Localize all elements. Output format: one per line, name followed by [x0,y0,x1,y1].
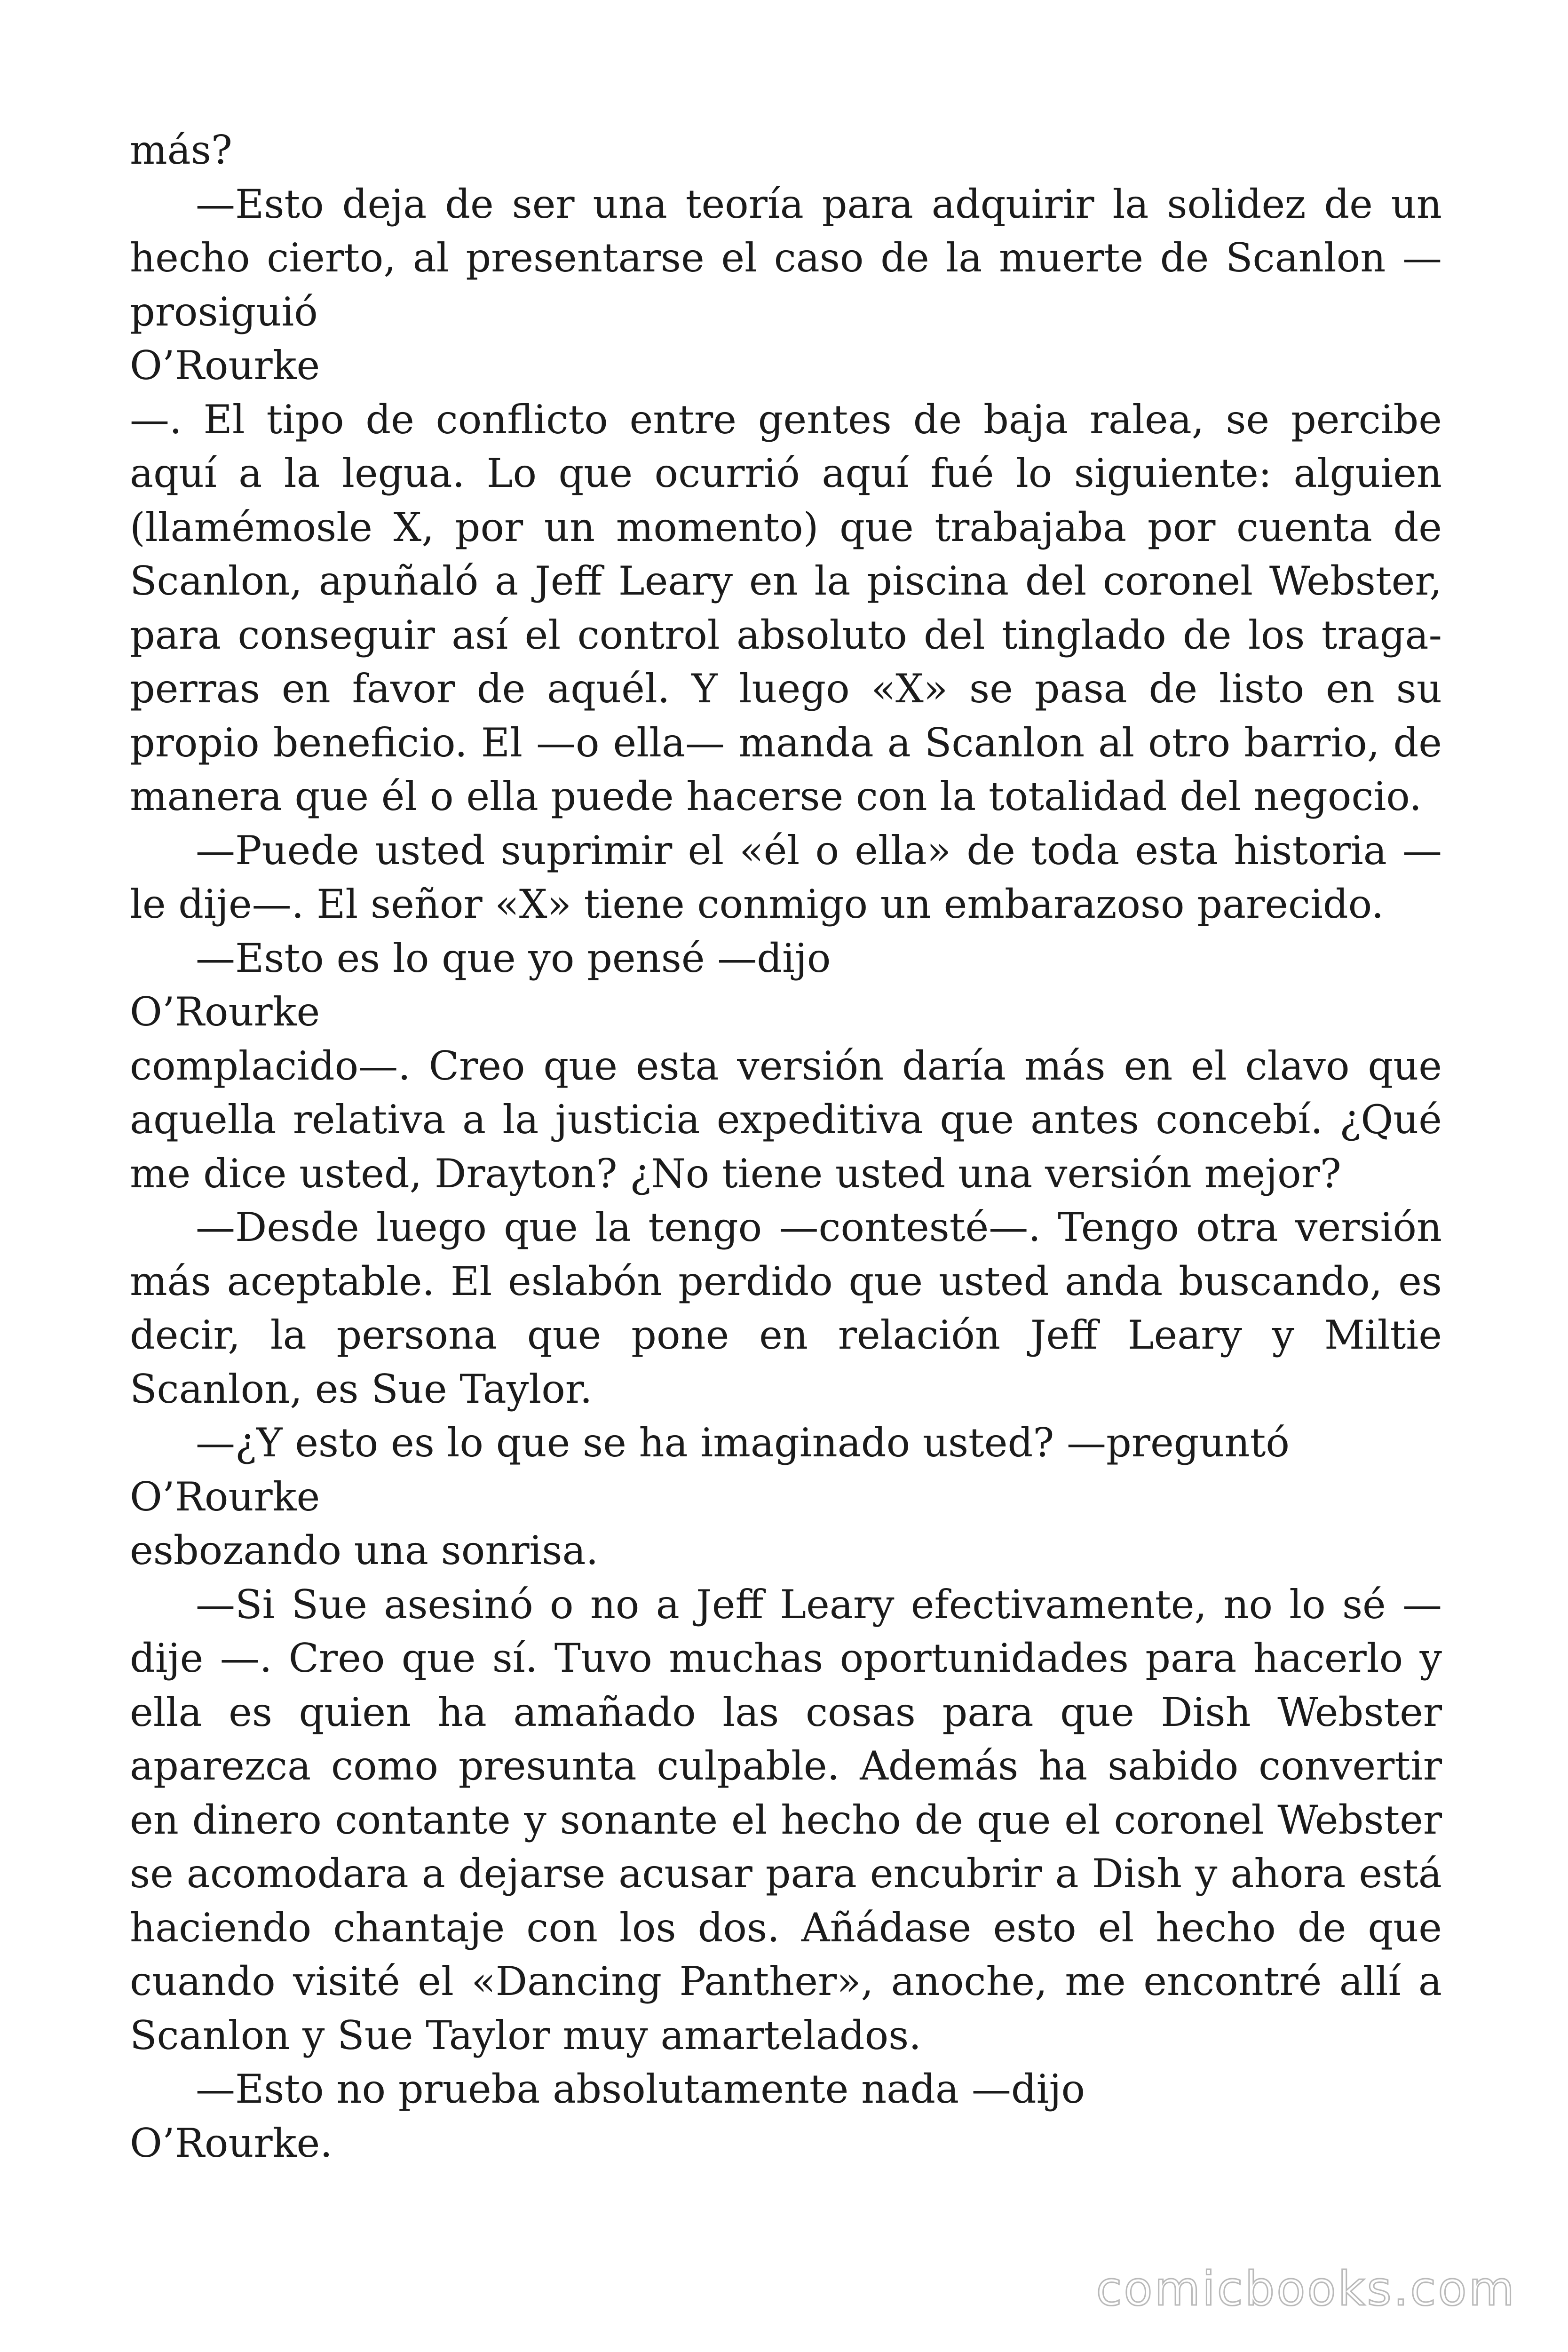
paragraph: —Esto deja de ser una teoría para adquirir la solidez de un hecho cierto, al presentarse el caso de la muerte de Scanlon —prosiguió [130,181,1442,335]
speaker-line: O’Rourke [130,342,320,389]
speaker-line: O’Rourke. [130,2120,333,2166]
paragraph: —Esto no prueba absolutamente nada —dijo [196,2066,1085,2112]
paragraph: complacido—. Creo que esta versión daría más en el clavo que aquella relativa a la justicia expeditiva que antes concebí. ¿Qué me dice usted, Drayton? ¿No tiene usted una versión mejor? [130,1042,1442,1197]
paragraph: esbozando una sonrisa. [130,1527,599,1573]
paragraph: —¿Y esto es lo que se ha imaginado usted? —preguntó [196,1420,1290,1466]
speaker-line: O’Rourke [130,989,320,1035]
paragraph: —Esto es lo que yo pensé —dijo [196,935,831,981]
paragraph: más? [130,127,232,173]
paragraph: —. El tipo de conflicto entre gentes de baja ralea, se percibe aquí a la legua. Lo que ocurrió aquí fué lo siguiente: alguien (llamémosle X, por un momento) que trabajaba por cuenta de Scanlon, apuñaló a Jeff Leary en la piscina del coronel Webster, para conseguir así el control absoluto del tinglado de los tragaperras en favor de aquél. Y luego «X» se pasa de listo en su propio beneficio. El —o ella— manda a Scanlon al otro barrio, de manera que él o ella puede hacerse con la totalidad del negocio. [130,396,1442,819]
watermark-logo: comicbooks.com [1096,2261,1516,2316]
paragraph: —Si Sue asesinó o no a Jeff Leary efectivamente, no lo sé —dije —. Creo que sí. Tuvo muchas oportunidades para hacerlo y ella es quien ha amañado las cosas para que Dish Webster aparezca como presunta culpable. Además ha sabido convertir en dinero contante y sonante el hecho de que el coronel Webster se acomodara a dejarse acusar para encubrir a Dish y ahora está haciendo chantaje con los dos. Añádase esto el hecho de que cuando visité el «Dancing Panther», anoche, me encontré allí a Scanlon y Sue Taylor muy amartelados. [130,1581,1442,2058]
page-body [130,123,1442,2170]
paragraph: —Puede usted suprimir el «él o ella» de toda esta historia —le dije—. El señor «X» tiene conmigo un embarazoso parecido. [130,827,1442,927]
speaker-line: O’Rourke [130,1473,320,1520]
paragraph: —Desde luego que la tengo —contesté—. Tengo otra versión más aceptable. El eslabón perdido que usted anda buscando, es decir, la persona que pone en relación Jeff Leary y Miltie Scanlon, es Sue Taylor. [130,1204,1442,1412]
